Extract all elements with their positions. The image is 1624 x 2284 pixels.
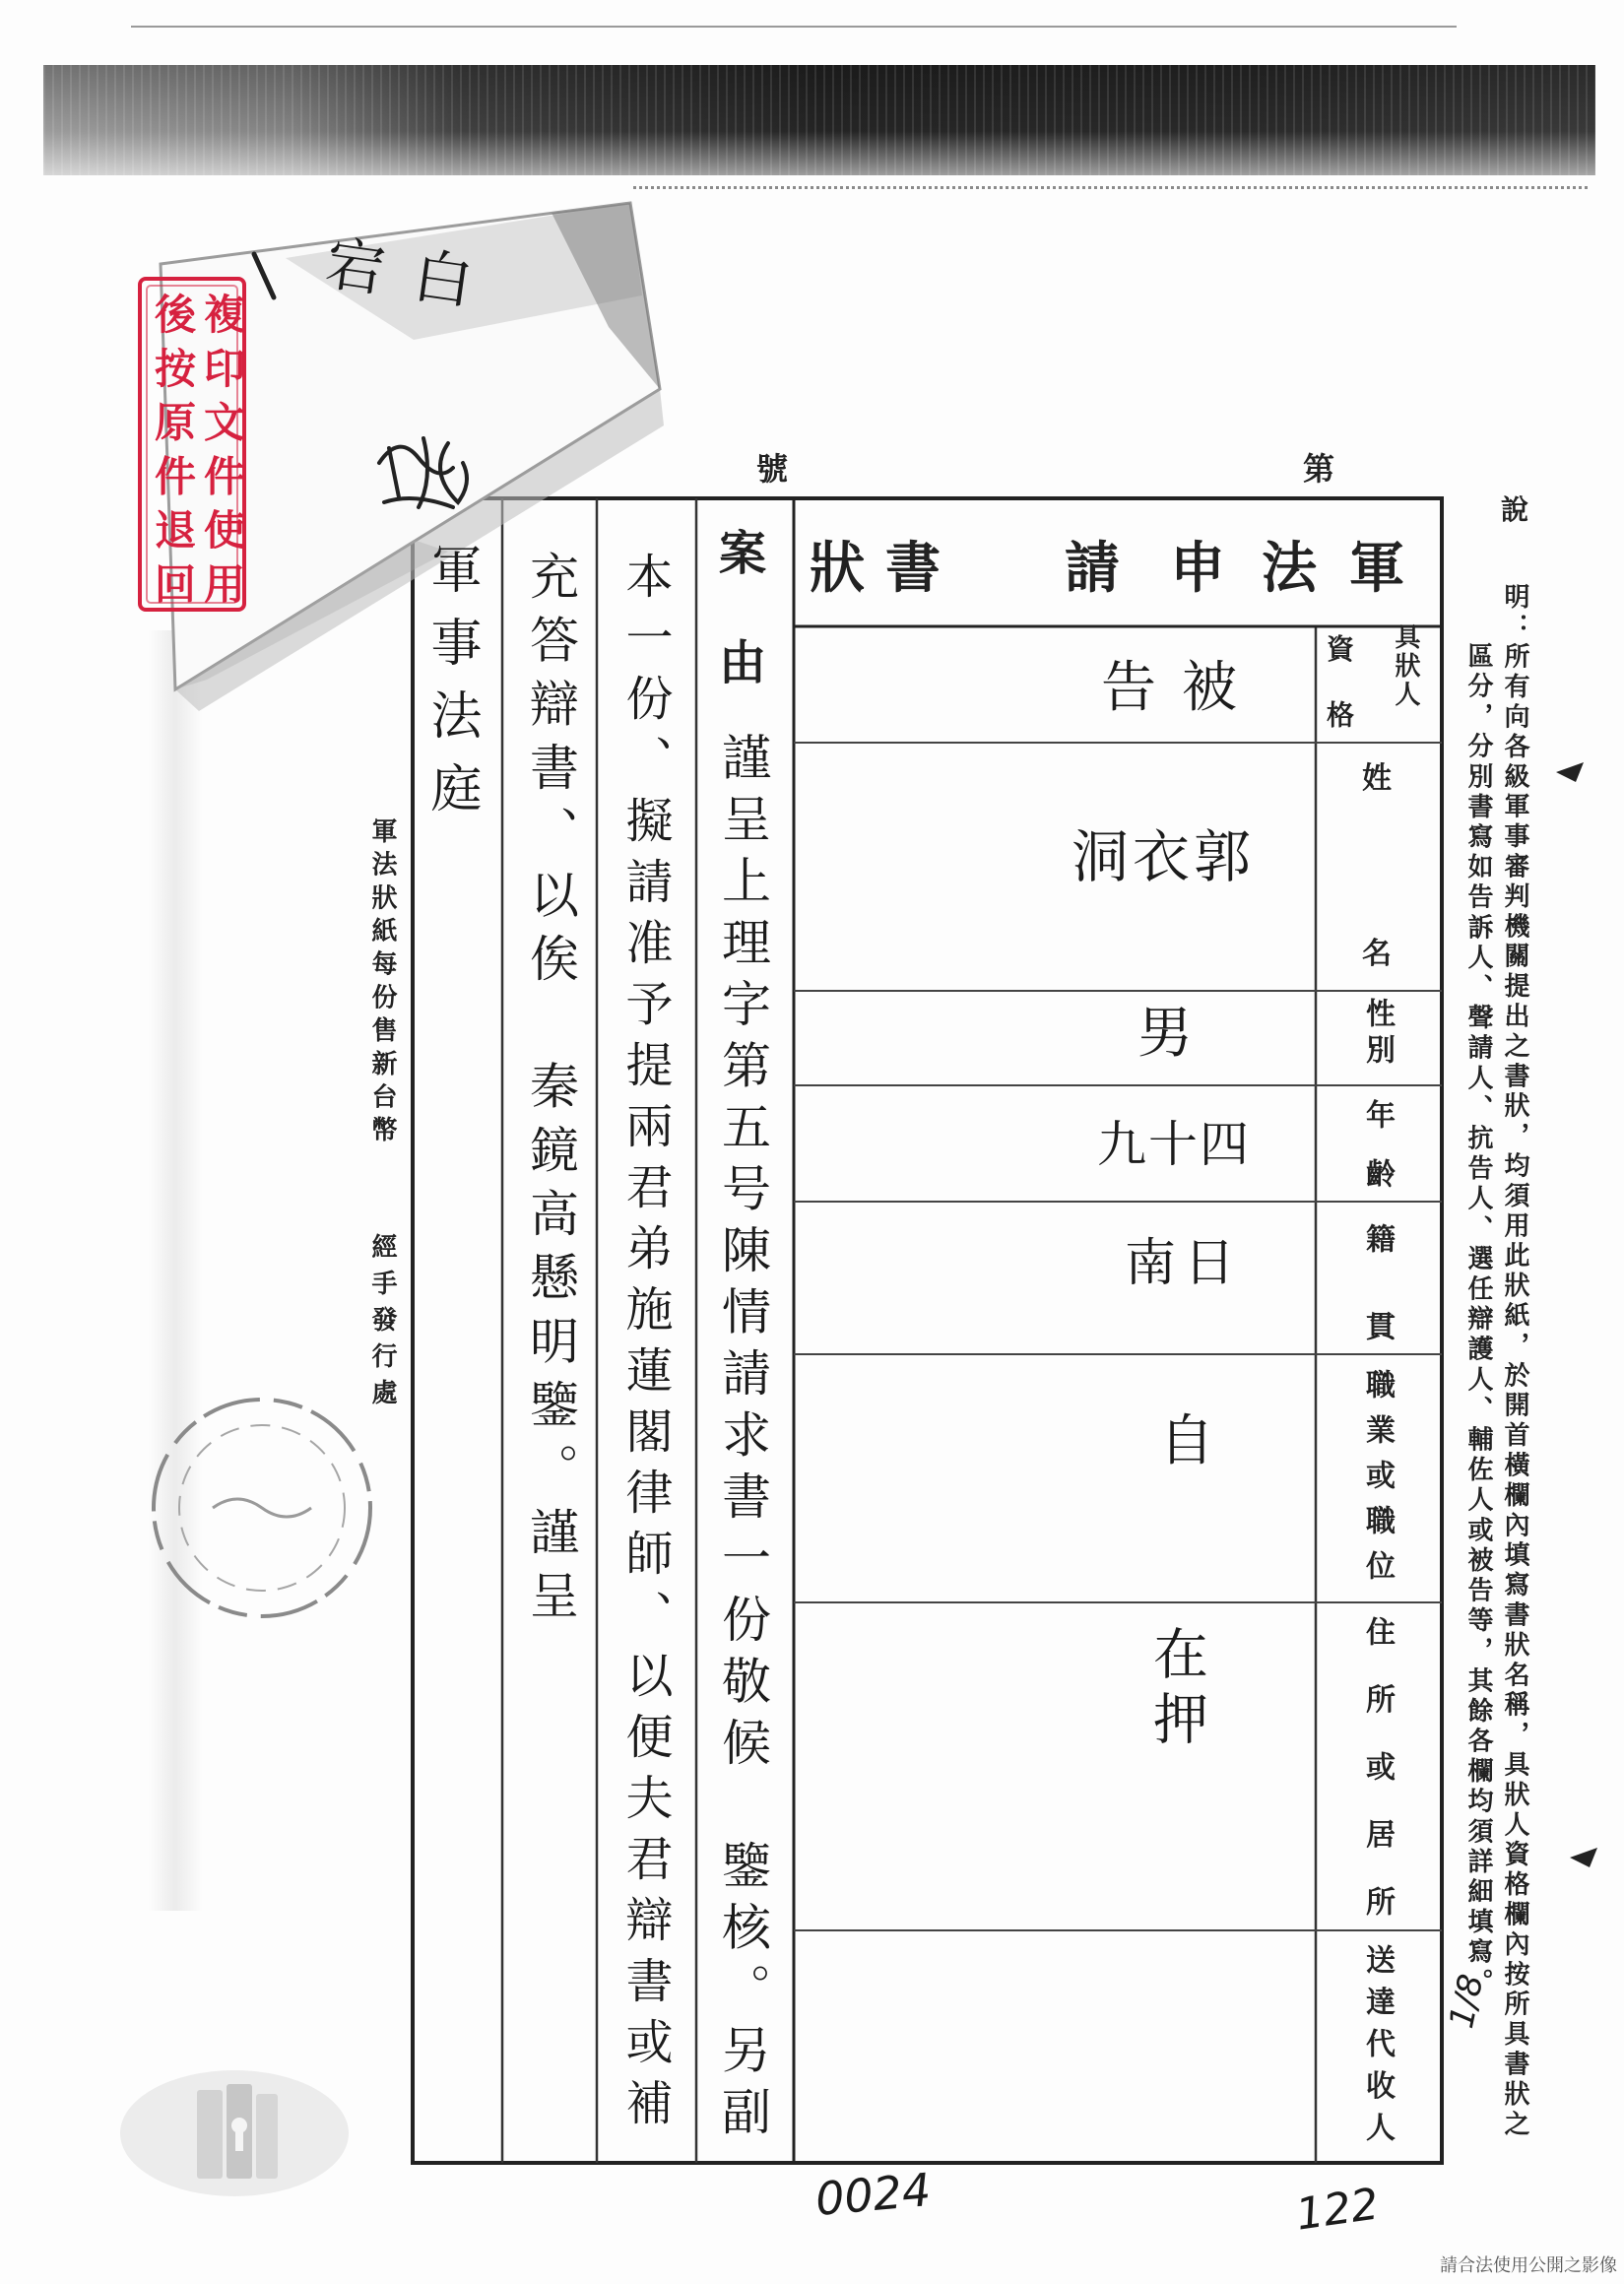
addressee-column: 軍事法庭 (422, 543, 481, 834)
body-column-3: 充答辯書、以俟 秦鏡高懸明鑒。謹呈 (522, 551, 579, 1634)
fold-handwritten-note: 宕白 (321, 228, 506, 323)
instructions-heading: 說 (1501, 493, 1529, 526)
sex-label: 性別 (1360, 998, 1395, 1071)
handwritten-scribble (364, 419, 483, 527)
instructions-column-1: 明：所有向各級軍事審判機關提出之書狀，均須用此狀紙，於開首橫欄內填寫書狀名稱，具狀人資格欄內按所具書狀之 (1500, 583, 1529, 2140)
stamp-text-left: 後按原件退回 (149, 293, 197, 617)
name-label-bottom: 名 (1362, 937, 1392, 971)
page-number: 122 (1292, 2179, 1383, 2241)
form-title-char: 狀 (810, 536, 865, 601)
occupation-label: 職業或職位 (1360, 1369, 1395, 1596)
form-title-char: 書 (885, 536, 941, 601)
name-label-top: 姓 (1362, 761, 1392, 796)
form-title-char: 軍 (1349, 536, 1404, 601)
archive-number: 0024 (812, 2163, 934, 2226)
service-agent-label: 送達代收人 (1360, 1944, 1395, 2154)
number-label: 號 (756, 450, 789, 488)
native-place-value: 日南 (1125, 1234, 1244, 1293)
form-title-char: 請 (1065, 536, 1120, 601)
residence-label: 住所或居所 (1360, 1616, 1395, 1954)
sex-value: 男 (1137, 1002, 1193, 1066)
applicant-status-label-right: 具狀人 (1391, 623, 1420, 709)
stamp-text-right: 複印文件使用 (198, 293, 246, 617)
name-value: 郭衣洞 (1072, 823, 1256, 890)
body-column-2: 本一份、擬請准予提兩君弟施蓮閣律師、以便夫君辯書或補 (617, 552, 673, 2139)
case-reason-label: 由 (719, 635, 767, 690)
fraction-note: 1/8 (1442, 1971, 1492, 2032)
age-label: 年齡 (1360, 1099, 1395, 1217)
age-value: 四十九 (1097, 1116, 1251, 1173)
native-place-label: 籍貫 (1360, 1223, 1395, 1399)
issuer-note: 經手發行處 (367, 1233, 397, 1415)
seal-stamp-icon (144, 1390, 380, 1626)
margin-mark-icon (1556, 760, 1586, 784)
case-reason-label: 案 (719, 526, 767, 581)
occupation-value: 自 (1159, 1409, 1214, 1473)
footer-notice: 請合法使用公開之影像 (1440, 2255, 1617, 2276)
archive-watermark-icon (116, 2064, 353, 2202)
price-note: 軍法狀紙每份售新台幣 (367, 817, 397, 1149)
applicant-status-value: 被告 (1101, 656, 1263, 720)
form-title-char: 申 (1170, 536, 1225, 601)
ordinal-label: 第 (1303, 450, 1335, 488)
margin-mark-icon (1570, 1846, 1599, 1869)
residence-value: 在押 (1144, 1625, 1208, 1755)
applicant-status-label-left: 資格 (1323, 634, 1355, 766)
folded-corner-flap (0, 0, 709, 749)
body-column-1: 謹呈上理字第五号陳情請求書一份敬候 鑒核。另副 (714, 732, 771, 2148)
instructions-column-2: 區分，分別書寫如告訴人、聲請人、抗告人、選任辯護人、輔佐人或被告等，其餘各欄均須詳細填寫。 (1463, 642, 1493, 1998)
form-title-char: 法 (1262, 536, 1317, 601)
